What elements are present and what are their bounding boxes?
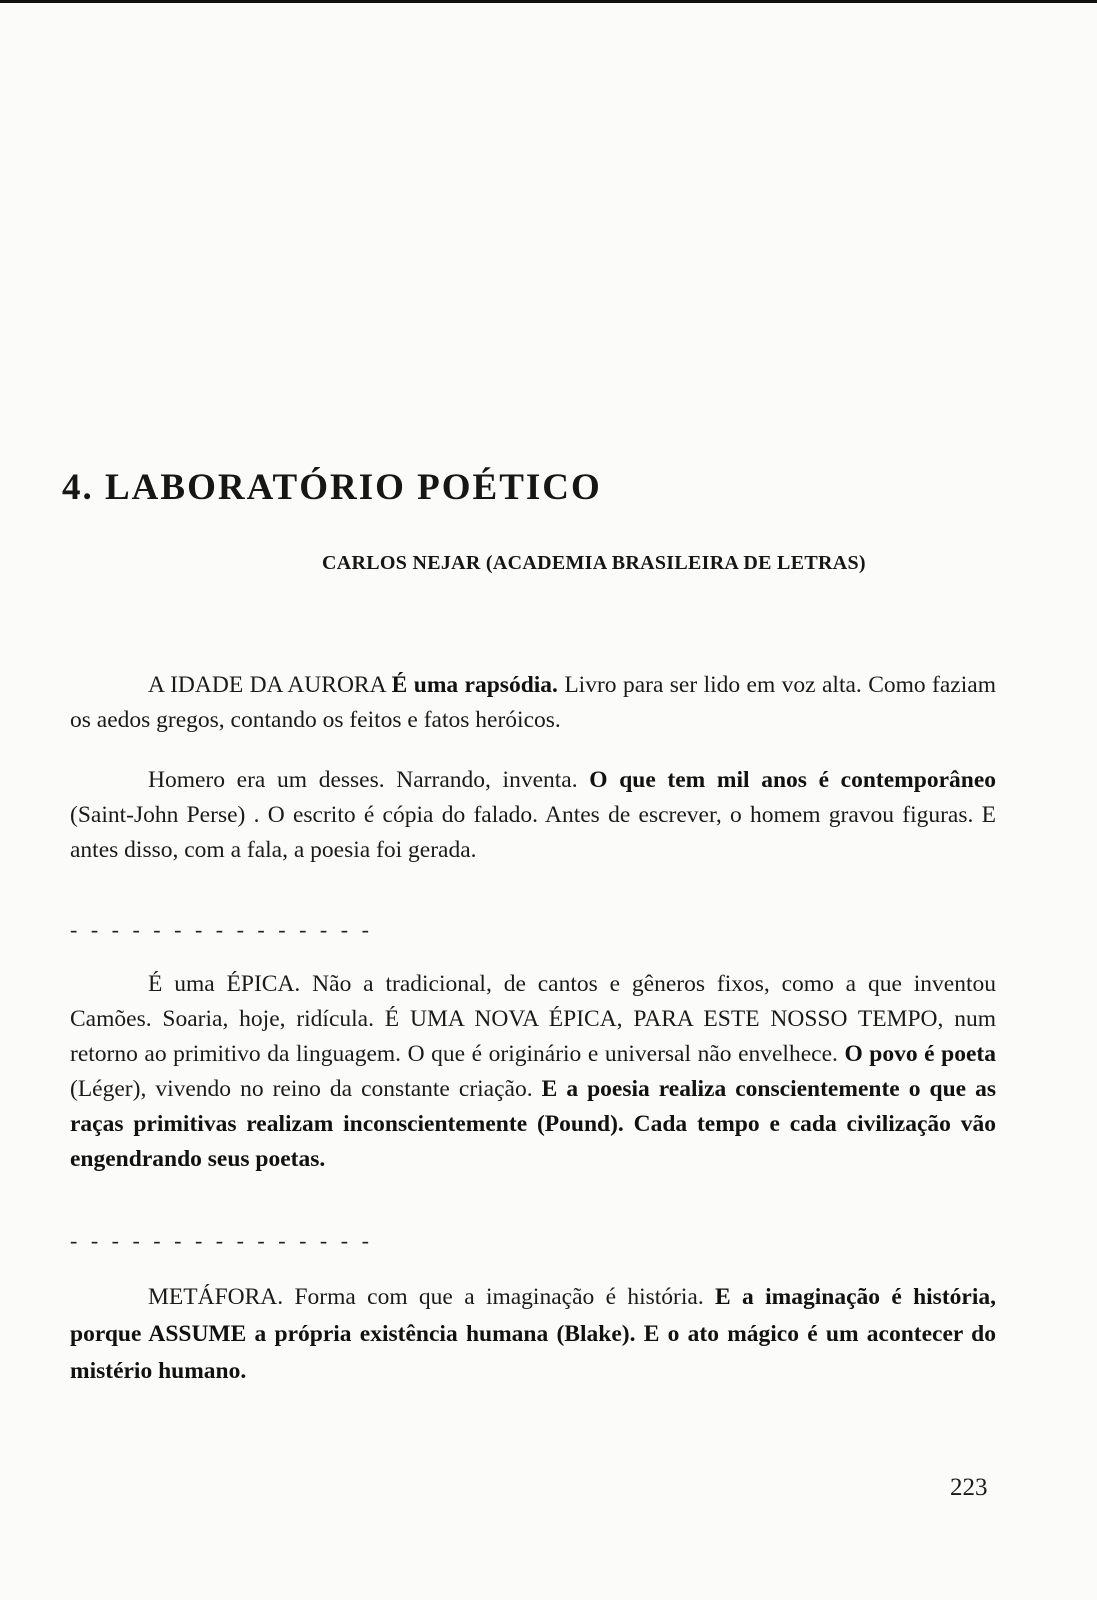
paragraph-text: (Léger), vivendo no reino da constante criação. [70,1076,542,1102]
paragraph-bold-text: E a poesia realiza conscientemente o que as raças primitivas realizam inconscientemente (Pound). Cada tempo e cada civilização vão engendrando seus poetas. [70,1076,996,1172]
paragraph-text: (Saint-John Perse) . O escrito é cópia do falado. Antes de escrever, o homem gravou figuras. E antes disso, com a fala, a poesia foi gerada. [70,802,996,863]
paragraph-bold-text: E a imaginação é história, porque ASSUME a própria existência humana (Blake). E o ato mágico é um acontecer do mistério humano. [70,1284,996,1384]
section-separator: - - - - - - - - - - - - - - - [70,917,373,942]
paragraph-homero [70,763,996,868]
page-number: 223 [950,1474,988,1501]
paragraph-metafora [70,1279,996,1390]
chapter-title: 4. LABORATÓRIO POÉTICO [62,467,602,508]
paragraph-text: A IDADE DA AURORA [148,672,392,698]
section-separator: - - - - - - - - - - - - - - - [70,1228,373,1253]
paragraph-text: É uma ÉPICA. Não a tradicional, de cantos e gêneros fixos, como a que inventou Camões. Soaria, hoje, ridícula. É UMA NOVA ÉPICA, PARA ESTE NOSSO TEMPO, num retorno ao primitivo da linguagem. O que é originário e universal não envelhece. [70,971,996,1067]
paragraph-bold-text: O povo é poeta [844,1041,996,1067]
paragraph-idade-da-aurora [70,668,996,738]
chapter-author: CARLOS NEJAR (ACADEMIA BRASILEIRA DE LETRAS) [322,552,866,574]
paragraph-bold-text: É uma rapsódia. [391,672,558,698]
paragraph-text: METÁFORA. Forma com que a imaginação é história. [148,1284,716,1310]
paragraph-bold-text: O que tem mil anos é contemporâneo [589,767,996,793]
paragraph-text: Homero era um desses. Narrando, inventa. [148,767,590,793]
paragraph-text: Livro para ser lido em voz alta. Como faziam os aedos gregos, contando os feitos e fatos heróicos. [70,672,996,733]
paragraph-epica [70,967,996,1177]
